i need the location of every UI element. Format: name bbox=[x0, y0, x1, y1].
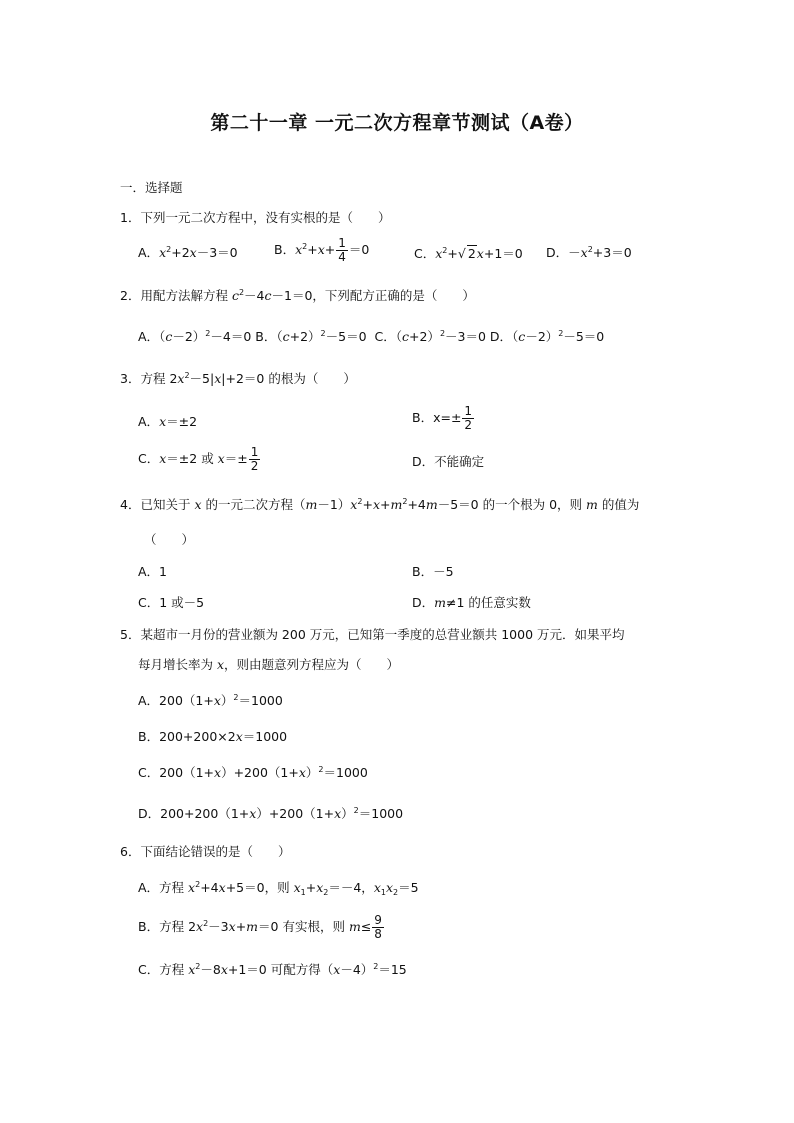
q6-option-c: C．方程 $x^2-8x+1=0$ 可配方得$(x-4)^2=15$ bbox=[138, 962, 407, 977]
q3-option-b: B．x=± $\frac{1}{2}$ bbox=[412, 404, 473, 432]
question-3-stem: 3．方程 $2x^2-5|x|+2=0$ 的根为（ ） bbox=[120, 371, 356, 386]
q3-option-d: D．不能确定 bbox=[412, 454, 485, 469]
q4-option-d: D．m≠1 的任意实数 bbox=[412, 595, 531, 610]
page-title: 第二十一章 一元二次方程章节测试（A卷） bbox=[210, 112, 584, 134]
q5-option-c: C．$200(1+x)+200(1+x)^2=1000$ bbox=[138, 765, 368, 780]
q5-option-d: D．$200+200(1+x)+200(1+x)^2=1000$ bbox=[138, 806, 404, 821]
q1-option-a: A．$x^2+2x-3=0$ bbox=[138, 245, 238, 260]
question-4-stem: 4．已知关于 x 的一元二次方程$(m-1)x^2+x+m^2+4m-5=0$ 的一个根为 0，则 m 的值为 bbox=[120, 497, 640, 512]
q4-option-b: B．－5 bbox=[412, 564, 454, 579]
q3-option-c: C．x＝±2 或 x＝± $\frac{1}{2}$ bbox=[138, 445, 259, 473]
q5-option-b: B．200+200×2x＝1000 bbox=[138, 729, 288, 744]
question-6-stem: 6．下面结论错误的是（ ） bbox=[120, 844, 291, 859]
q4-option-a: A．1 bbox=[138, 564, 168, 579]
q1-option-b: B．$x^2+x+$ $\frac{1}{4}$ ＝0 bbox=[274, 236, 370, 264]
q2-options: A．$(c-2)^2-4=0$ B．$(c+2)^2-5=0$ C．$(c+2)^2-3=0$ D．$(c-2)^2-5=0$ bbox=[138, 329, 605, 344]
question-5-stem-line1: 5．某超市一月份的营业额为 200 万元，已知第一季度的总营业额共 1000 万元．如果平均 bbox=[120, 627, 625, 642]
q1-option-c: C．$x^2+√$ 2x+1＝0 bbox=[414, 246, 523, 261]
q1-option-d: D．$-x^2+3=0$ bbox=[546, 245, 632, 260]
q6-option-a: A．方程 $x^2+4x+5=0$，则 $x_1+x_2=-4$，$x_1x_2=5$ bbox=[138, 880, 419, 897]
q5-option-a: A．$200(1+x)^2=1000$ bbox=[138, 693, 283, 708]
question-5-stem-line2: 每月增长率为 x，则由题意列方程应为（ ） bbox=[138, 657, 400, 672]
section-heading: 一．选择题 bbox=[120, 180, 183, 195]
q6-option-b: B．方程 $2x^2-3x+m=0$ 有实根，则 m≤ $\frac{9}{8}$ bbox=[138, 913, 382, 941]
question-4-paren: （ ） bbox=[144, 532, 195, 547]
q4-option-c: C．1 或－5 bbox=[138, 595, 205, 610]
q3-option-a: A．x＝±2 bbox=[138, 414, 198, 429]
question-2-stem: 2．用配方法解方程 $c^2-4c-1=0$，下列配方正确的是（ ） bbox=[120, 288, 475, 303]
question-1-stem: 1．下列一元二次方程中，没有实根的是（ ） bbox=[120, 210, 391, 225]
